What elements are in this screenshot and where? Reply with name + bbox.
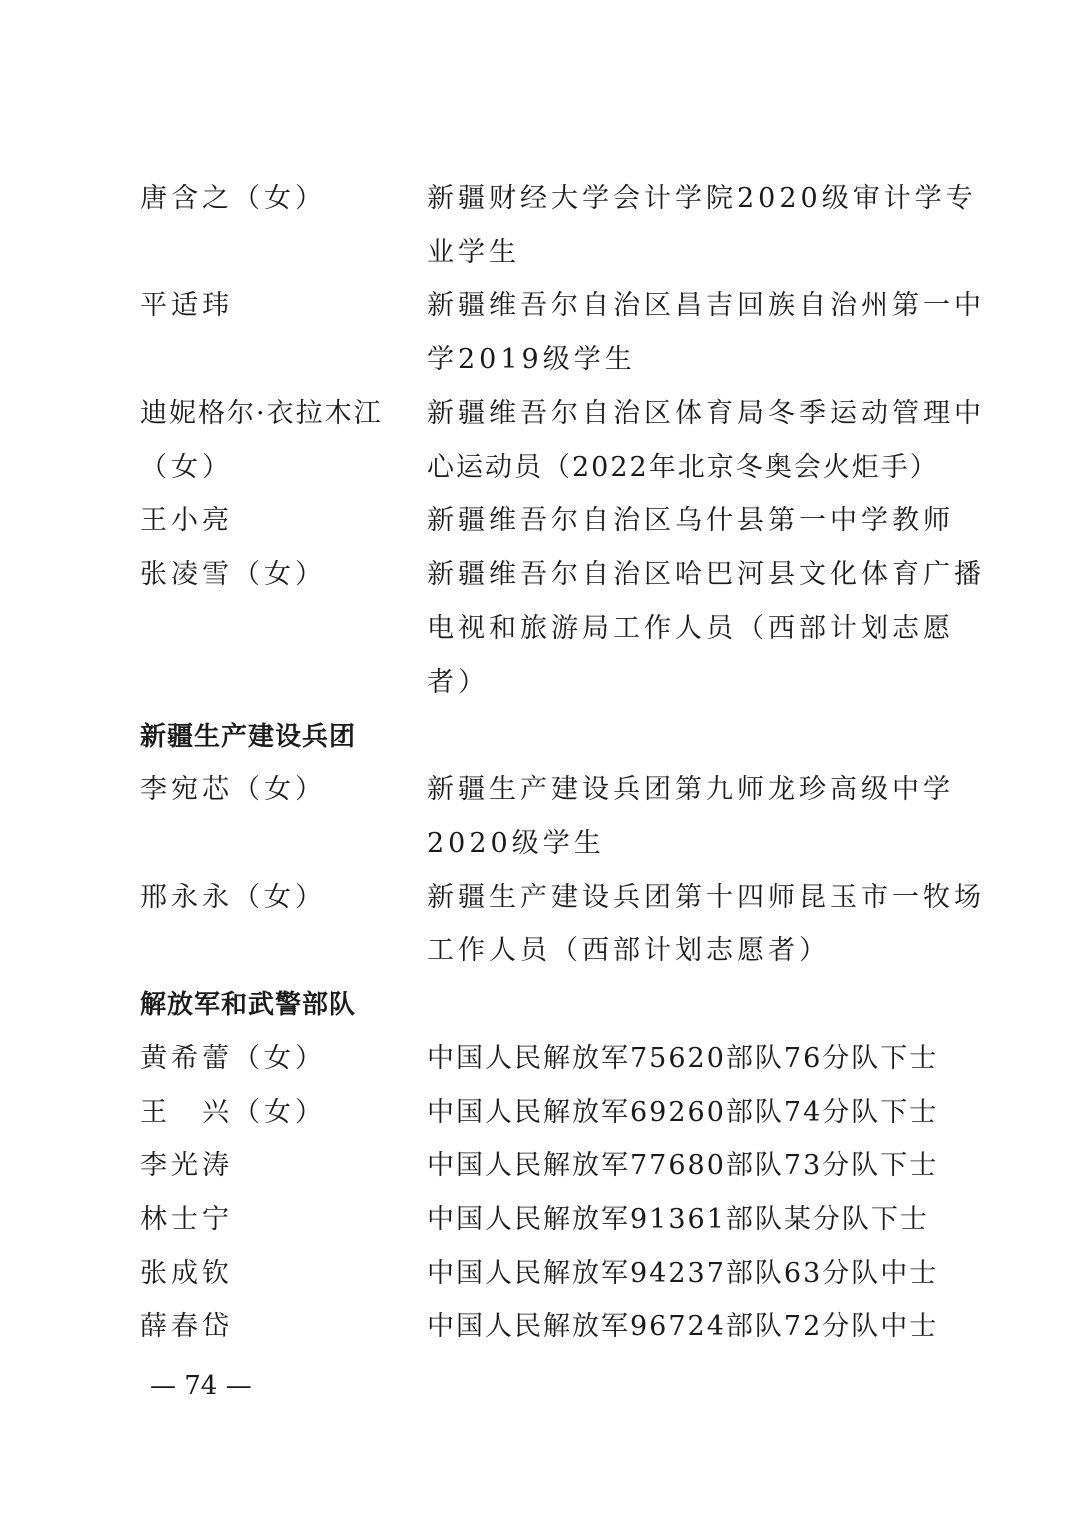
person-name: 李宛芯（女） <box>140 774 326 805</box>
person-description: 新疆维吾尔自治区体育局冬季运动管理中 <box>427 398 985 429</box>
person-name: 王 兴（女） <box>140 1097 326 1128</box>
person-description: 心运动员（2022年北京冬奥会火炬手） <box>427 452 939 483</box>
person-description: 新疆生产建设兵团第九师龙珍高级中学 <box>427 774 954 805</box>
page-number: — 74 — <box>150 1371 252 1401</box>
person-name: 李光涛 <box>140 1150 233 1181</box>
person-name: 平适玮 <box>140 290 233 321</box>
person-description: 新疆维吾尔自治区昌吉回族自治州第一中 <box>427 290 985 321</box>
person-description: 新疆维吾尔自治区乌什县第一中学教师 <box>427 505 954 536</box>
person-name: 唐含之（女） <box>140 183 326 214</box>
person-description: 电视和旅游局工作人员（西部计划志愿 <box>427 613 954 644</box>
person-name: 张凌雪（女） <box>140 559 326 590</box>
person-name: 张成钦 <box>140 1258 233 1289</box>
person-name: 王小亮 <box>140 505 233 536</box>
person-description: 学2019级学生 <box>427 344 636 375</box>
person-description: 中国人民解放军77680部队73分队下士 <box>427 1150 939 1181</box>
section-heading: 解放军和武警部队 <box>140 990 357 1020</box>
person-description: 新疆生产建设兵团第十四师昆玉市一牧场 <box>427 882 985 913</box>
person-description: 业学生 <box>427 237 520 268</box>
person-description: 中国人民解放军91361部队某分队下士 <box>427 1204 929 1235</box>
person-description: 工作人员（西部计划志愿者） <box>427 935 830 966</box>
person-name: 邢永永（女） <box>140 882 326 913</box>
person-description: 新疆财经大学会计学院2020级审计学专 <box>427 183 977 214</box>
person-description: 者） <box>427 667 489 698</box>
person-name: 薛春岱 <box>140 1311 233 1342</box>
person-description: 2020级学生 <box>427 828 605 859</box>
person-description: 中国人民解放军96724部队72分队中士 <box>427 1311 939 1342</box>
person-name: 迪妮格尔·衣拉木江 <box>140 398 383 429</box>
person-description: 中国人民解放军94237部队63分队中士 <box>427 1258 939 1289</box>
person-description: 中国人民解放军69260部队74分队下士 <box>427 1097 939 1128</box>
person-name: （女） <box>140 452 233 483</box>
person-description: 中国人民解放军75620部队76分队下士 <box>427 1043 939 1074</box>
person-description: 新疆维吾尔自治区哈巴河县文化体育广播 <box>427 559 985 590</box>
person-name: 林士宁 <box>140 1204 233 1235</box>
section-heading: 新疆生产建设兵团 <box>140 722 357 752</box>
person-name: 黄希蕾（女） <box>140 1043 326 1074</box>
